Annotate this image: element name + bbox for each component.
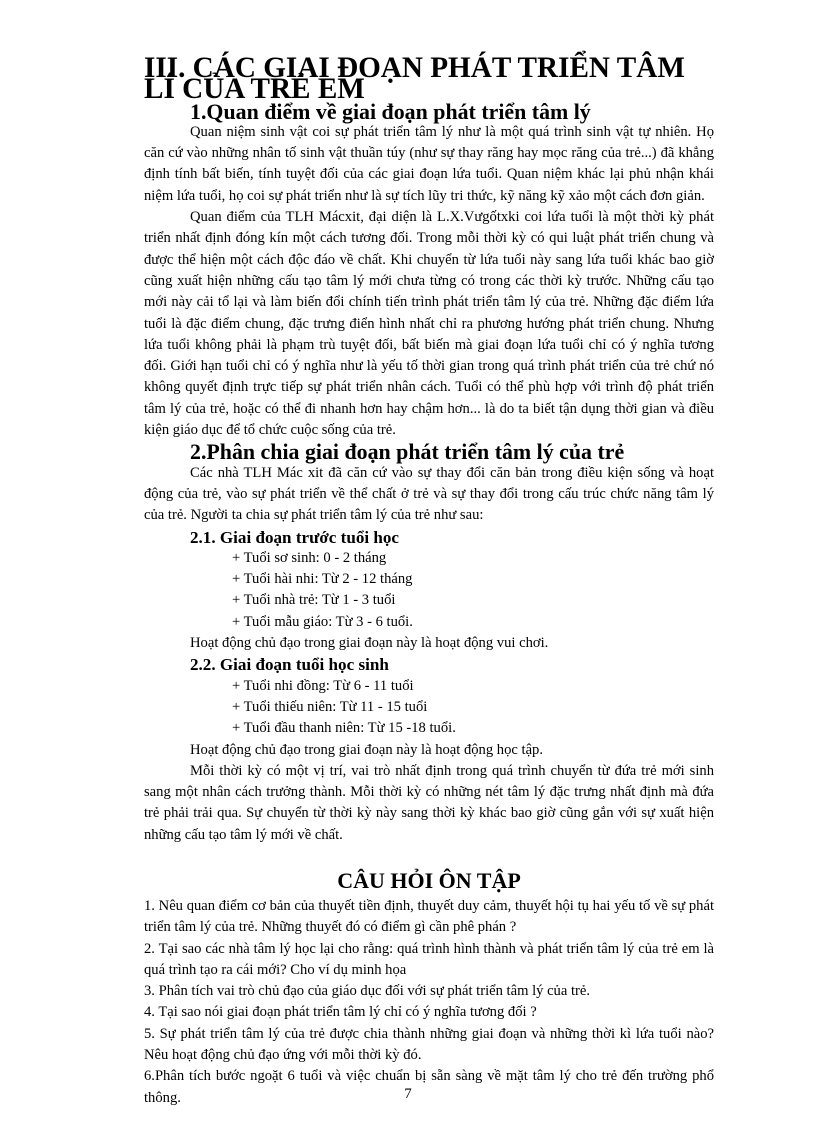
question-item: 2. Tại sao các nhà tâm lý học lại cho rằng: quá trình hình thành và phát triển tâm lý của trẻ em là quá trình tạo ra cái mới? Cho ví dụ minh họa <box>144 940 714 978</box>
stage1-note: Hoạt động chủ đạo trong giai đoạn này là hoạt động vui chơi. <box>190 635 549 652</box>
question-item: 3. Phân tích vai trò chủ đạo của giáo dục đối với sự phát triển tâm lý của trẻ. <box>144 983 591 1000</box>
list-item: + Tuổi mẫu giáo: Từ 3 - 6 tuổi. <box>232 613 413 630</box>
stage1-heading: 2.1. Giai đoạn trước tuổi học <box>190 527 399 547</box>
list-item: + Tuổi nhà trẻ: Từ 1 - 3 tuổi <box>232 592 396 609</box>
question-item: 4. Tại sao nói giai đoạn phát triển tâm lý chỉ có ý nghĩa tương đối ? <box>144 1004 537 1021</box>
stage2-heading: 2.2. Giai đoạn tuổi học sinh <box>190 655 389 675</box>
list-item: + Tuổi sơ sinh: 0 - 2 tháng <box>232 549 387 566</box>
list-item: + Tuổi hài nhi: Từ 2 - 12 tháng <box>232 571 413 588</box>
stage2-note: Hoạt động chủ đạo trong giai đoạn này là hoạt động học tập. <box>190 741 544 758</box>
part1-paragraph-1: Quan niệm sinh vật coi sự phát triển tâm lý như là một quá trình sinh vật tự nhiên. Họ căn cứ vào những nhân tố sinh vật thuần túy (như sự thay răng hay mọc răng của trẻ...) đã khẳng định tính bất biến, tính tuyệt đối của các giai đoạn lứa tuổi. Quan niệm khác lại phủ nhận khái niệm lứa tuổi, họ coi sự phát triển như là sự tích lũy tri thức, kỹ năng kỹ xảo một cách đơn giản. <box>144 123 714 204</box>
part2-heading: 2.Phân chia giai đoạn phát triển tâm lý của trẻ <box>190 439 625 465</box>
review-questions <box>144 896 714 1109</box>
list-item: + Tuổi nhi đồng: Từ 6 - 11 tuổi <box>232 677 414 694</box>
page-number: 7 <box>404 1086 412 1102</box>
part1-paragraph-2: Quan điểm của TLH Mácxit, đại diện là L.X.Vưgốtxki coi lứa tuổi là một thời kỳ phát triển nhất định đóng kín một cách tương đối. Trong mỗi thời kỳ có qui luật phát triển chung và được thể hiện một cách độc đáo về chất. Khi chuyển từ lứa tuổi này sang lứa tuổi khác bao giờ cũng xuất hiện những cấu tạo tâm lý mới chưa từng có trong các thời kỳ trước. Những cấu tạo mới này cải tổ lại và làm biến đổi chính tiến trình phát triển tâm lý của trẻ. Những đặc điểm lứa tuổi là đặc điểm chung, đặc trưng điển hình nhất chỉ ra phương hướng phát triển chung. Nhưng lứa tuổi không phải là phạm trù tuyệt đối, bất biến mà giai đoạn lứa tuổi chỉ có ý nghĩa tương đối. Giới hạn tuổi chỉ có ý nghĩa như là yếu tố thời gian trong quá trình phát triển của trẻ chứ nó không quyết định trực tiếp sự phát triển nhân cách. Tuổi có thể phù hợp với trình độ phát triển tâm lý của trẻ, hoặc có thể đi nhanh hơn hay chậm hơn... là do ta biết tận dụng thời gian và điều kiện giáo dục để tổ chức cuộc sống của trẻ. <box>144 209 714 439</box>
stage2-list <box>144 676 714 740</box>
list-item: + Tuổi đầu thanh niên: Từ 15 -18 tuổi. <box>232 720 456 737</box>
review-title: CÂU HỎI ÔN TẬP <box>337 867 521 893</box>
question-item: 6.Phân tích bước ngoặt 6 tuổi và việc chuẩn bị sẵn sàng về mặt tâm lý cho trẻ đến trường phổ thông. <box>144 1068 714 1106</box>
part2-intro: Các nhà TLH Mác xit đã căn cứ vào sự thay đổi căn bản trong điều kiện sống và hoạt động của trẻ, vào sự phát triển về thể chất ở trẻ và sự thay đổi trong cấu trúc chức năng tâm lý của trẻ. Người ta chia sự phát triển tâm lý của trẻ như sau: <box>144 464 714 524</box>
stage1-list <box>144 548 714 633</box>
section-title: III. CÁC GIAI ĐOẠN PHÁT TRIỂN TÂM LÍ CỦA TRẺ EM <box>144 52 685 106</box>
question-item: 1. Nêu quan điểm cơ bản của thuyết tiền định, thuyết duy cảm, thuyết hội tụ hai yếu tố về sự phát triển tâm lý của trẻ. Những thuyết đó có điểm gì cần phê phán ? <box>144 897 714 936</box>
part1-heading: 1.Quan điểm về giai đoạn phát triển tâm lý <box>190 98 591 124</box>
question-item: 5. Sự phát triển tâm lý của trẻ được chia thành những giai đoạn và những thời kì lứa tuổi nào? Nêu hoạt động chủ đạo ứng với mỗi thời kỳ đó. <box>144 1025 714 1064</box>
part2-closing: Mỗi thời kỳ có một vị trí, vai trò nhất định trong quá trình chuyển từ đứa trẻ mới sinh sang một nhân cách trưởng thành. Mỗi thời kỳ có những nét tâm lý đặc trưng nhất định mà đứa trẻ phải trải qua. Sự chuyển từ thời kỳ này sang thời kỳ khác bao giờ cũng gắn với sự xuất hiện những cấu tạo tâm lý mới về chất. <box>144 762 714 843</box>
list-item: + Tuổi thiếu niên: Từ 11 - 15 tuổi <box>232 698 428 715</box>
document-page <box>144 52 714 1109</box>
